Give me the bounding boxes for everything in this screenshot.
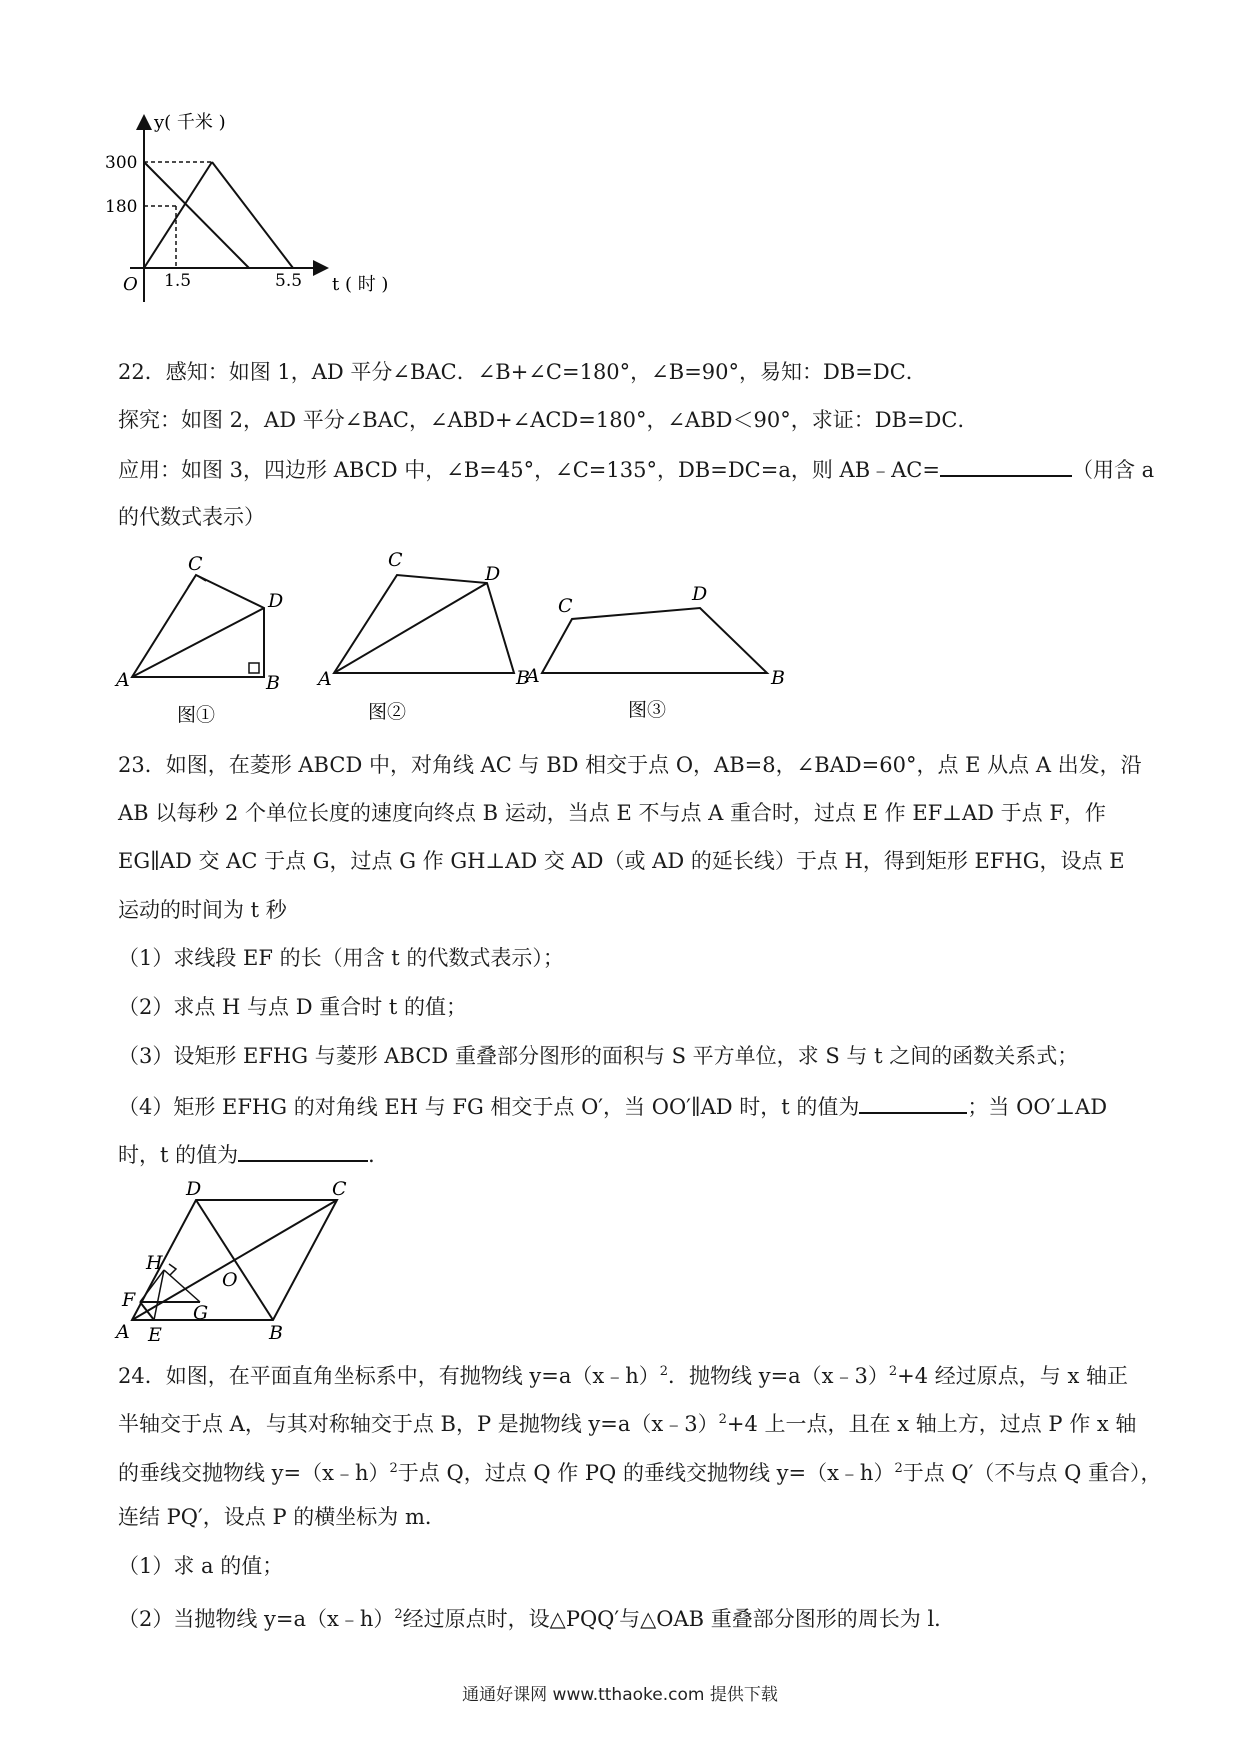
label-h: H [146, 1252, 163, 1274]
q23-line3: EG∥AD 交 AC 于点 G，过点 G 作 GH⊥AD 交 AD（或 AD 的延长线）于点 H，得到矩形 EFHG，设点 E [118, 849, 1125, 873]
label-c: C [332, 1178, 347, 1200]
line-2 [144, 162, 212, 268]
q22-line3-text: 应用：如图 3，四边形 ABCD 中，∠B=45°，∠C=135°，DB=DC=a，则 AB﹣AC= [118, 458, 940, 482]
rhombus-figure [110, 1178, 360, 1346]
q24-line1 [118, 1357, 1128, 1391]
q24-part2 [118, 1600, 955, 1634]
q24-line1-c: +4 经过原点，与 x 轴正 [897, 1364, 1128, 1388]
line-3 [212, 162, 293, 268]
fig2-label-b: B [516, 667, 530, 689]
q24-line1-a: 24．如图，在平面直角坐标系中，有抛物线 y=a（x﹣h） [118, 1364, 660, 1388]
exponent: 2 [888, 1364, 898, 1379]
q22-figures [112, 545, 792, 730]
fig1-label-d: D [268, 590, 284, 612]
q22-line3-tail: （用含 a [1071, 458, 1155, 482]
y-axis-label: y( 千米 ) [154, 112, 226, 133]
q23-part4-cont [118, 1138, 389, 1170]
q24-line1-b: ．抛物线 y=a（x﹣3） [668, 1364, 889, 1388]
distance-time-graph [105, 112, 410, 312]
fig2-caption: 图② [368, 701, 407, 723]
fig3-label-d: D [692, 583, 708, 605]
x-tick-5-5: 5.5 [275, 271, 303, 291]
fig3-caption: 图③ [628, 699, 667, 721]
q24-line3-b: 于点 Q，过点 Q 作 PQ 的垂线交抛物线 y=（x﹣h） [397, 1461, 895, 1485]
q22-line3 [118, 453, 1154, 485]
exponent: 2 [894, 1461, 903, 1476]
label-g: G [193, 1302, 209, 1324]
q24-part1: （1）求 a 的值； [118, 1554, 284, 1578]
y-tick-300: 300 [105, 153, 138, 173]
q24-line4: 连结 PQ′，设点 P 的横坐标为 m． [118, 1505, 446, 1529]
fig1-label-a: A [116, 669, 130, 691]
answer-blank-q23-1[interactable] [859, 1090, 967, 1114]
q23-line2: AB 以每秒 2 个单位长度的速度向终点 B 运动，当点 E 不与点 A 重合时，过点 E 作 EF⊥AD 于点 F，作 [118, 801, 1106, 825]
q23-line4: 运动的时间为 t 秒 [118, 898, 287, 922]
exponent: 2 [389, 1461, 398, 1476]
figure-3 [542, 608, 767, 673]
fig1-label-c: C [188, 553, 203, 575]
q23-part3: （3）设矩形 EFHG 与菱形 ABCD 重叠部分图形的面积与 S 平方单位，求 S 与 t 之间的函数关系式； [118, 1044, 1079, 1068]
label-b: B [269, 1322, 283, 1344]
q24-part2-b: 经过原点时，设△PQQ′与△OAB 重叠部分图形的周长为 l． [402, 1607, 956, 1631]
fig3-label-a: A [526, 665, 540, 687]
x-tick-1-5: 1.5 [164, 271, 192, 291]
q24-line3-c: 于点 Q′（不与点 Q 重合）， [902, 1461, 1162, 1485]
label-f: F [122, 1289, 136, 1311]
exponent: 2 [718, 1412, 727, 1427]
q24-line2-b: +4 上一点，且在 x 轴上方，过点 P 作 x 轴 [726, 1412, 1137, 1436]
q23-part4 [118, 1090, 1107, 1122]
exponent: 2 [394, 1607, 403, 1622]
q23-line1: 23．如图，在菱形 ABCD 中，对角线 AC 与 BD 相交于点 O，AB=8，∠BAD=60°，点 E 从点 A 出发，沿 [118, 753, 1142, 777]
fig1-label-b: B [266, 672, 280, 694]
q23-part4-end: ． [368, 1143, 390, 1167]
q22-line4: 的代数式表示） [118, 505, 265, 529]
fig2-label-d: D [485, 563, 501, 585]
fig2-label-a: A [318, 668, 332, 690]
q23-part4-text: （4）矩形 EFHG 的对角线 EH 与 FG 相交于点 O′，当 OO′∥AD 时，t 的值为 [118, 1095, 860, 1119]
fig2-label-c: C [388, 549, 403, 571]
label-d: D [186, 1178, 202, 1200]
x-axis-label: t ( 时 ) [332, 274, 389, 295]
fig3-label-c: C [558, 595, 573, 617]
label-e: E [148, 1324, 162, 1346]
q24-line2 [118, 1405, 1136, 1439]
origin-label: O [123, 274, 138, 295]
q24-part2-a: （2）当抛物线 y=a（x﹣h） [118, 1607, 395, 1631]
q23-part4-tail: ；当 OO′⊥AD [967, 1095, 1108, 1119]
page-footer: 通通好课网 www.tthaoke.com 提供下载 [462, 1685, 778, 1705]
exponent: 2 [659, 1364, 669, 1379]
q22-line2: 探究：如图 2，AD 平分∠BAC，∠ABD+∠ACD=180°，∠ABD＜90°，求证：DB=DC． [118, 408, 979, 432]
q23-part2: （2）求点 H 与点 D 重合时 t 的值； [118, 995, 468, 1019]
fig3-label-b: B [771, 667, 785, 689]
q23-part4-cont-text: 时，t 的值为 [118, 1143, 239, 1167]
fig1-caption: 图① [177, 704, 216, 726]
q23-part1: （1）求线段 EF 的长（用含 t 的代数式表示）； [118, 946, 564, 970]
label-a: A [116, 1321, 130, 1343]
y-tick-180: 180 [105, 197, 138, 217]
figure-2 [334, 575, 514, 673]
figure-1 [132, 575, 264, 677]
q24-line2-a: 半轴交于点 A，与其对称轴交于点 B，P 是抛物线 y=a（x﹣3） [118, 1412, 719, 1436]
q24-line3 [118, 1454, 1161, 1488]
q24-line3-a: 的垂线交抛物线 y=（x﹣h） [118, 1461, 390, 1485]
q22-line1: 22．感知：如图 1，AD 平分∠BAC．∠B+∠C=180°，∠B=90°，易知：DB=DC． [118, 360, 927, 384]
answer-blank-q23-2[interactable] [238, 1138, 368, 1162]
answer-blank-q22[interactable] [940, 453, 1072, 477]
label-o: O [222, 1269, 238, 1291]
line-1 [144, 162, 249, 268]
